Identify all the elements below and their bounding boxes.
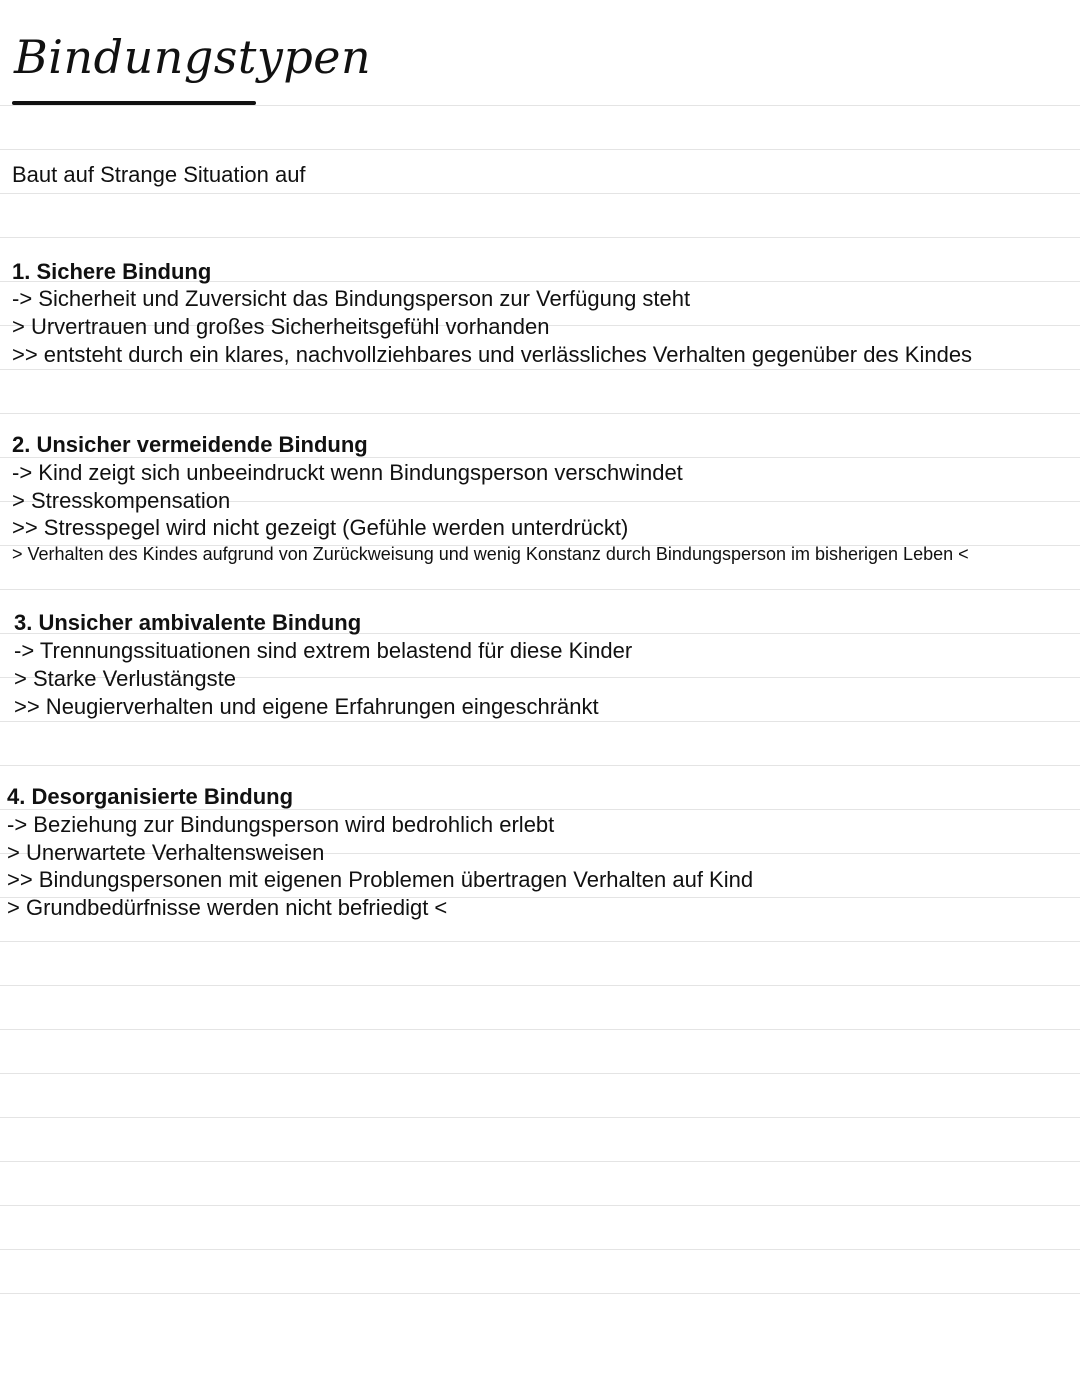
ruled-line [0,765,1080,766]
section-4-line-3: >> Bindungspersonen mit eigenen Problemen übertragen Verhalten auf Kind [7,867,754,892]
intro-text: Baut auf Strange Situation auf [12,162,306,187]
ruled-line [0,1117,1080,1118]
ruled-line [0,193,1080,194]
section-1-line-1: -> Sicherheit und Zuversicht das Bindungsperson zur Verfügung steht [12,286,691,311]
ruled-line [0,149,1080,150]
section-1-line-3: >> entsteht durch ein klares, nachvollziehbares und verlässliches Verhalten gegenüber des Kindes [12,342,973,367]
section-2-line-2: > Stresskompensation [12,488,231,513]
ruled-line [0,1293,1080,1294]
ruled-line [0,985,1080,986]
ruled-line [0,369,1080,370]
section-2-line-3: >> Stresspegel wird nicht gezeigt (Gefühle werden unterdrückt) [12,515,629,540]
section-3-line-1: -> Trennungssituationen sind extrem belastend für diese Kinder [14,638,633,663]
section-4-heading: 4. Desorganisierte Bindung [7,784,294,809]
section-1-heading: 1. Sichere Bindung [12,259,212,284]
ruled-line [0,237,1080,238]
ruled-line [0,1029,1080,1030]
section-4-line-4: > Grundbedürfnisse werden nicht befriedigt < [7,895,448,920]
section-3-line-3: >> Neugierverhalten und eigene Erfahrungen eingeschränkt [14,694,599,719]
ruled-line [0,1205,1080,1206]
title-underline [12,101,256,105]
section-1-line-2: > Urvertrauen und großes Sicherheitsgefühl vorhanden [12,314,550,339]
ruled-line [0,1073,1080,1074]
ruled-line [0,105,1080,106]
section-2-line-4: > Verhalten des Kindes aufgrund von Zurückweisung und wenig Konstanz durch Bindungsperson im bisherigen Leben < [12,544,969,564]
section-4-line-1: -> Beziehung zur Bindungsperson wird bedrohlich erlebt [7,812,555,837]
section-2-heading: 2. Unsicher vermeidende Bindung [12,432,368,457]
ruled-line [0,721,1080,722]
section-3-line-2: > Starke Verlustängste [14,666,236,691]
page-title: Bindungstypen [14,30,372,84]
ruled-line [0,589,1080,590]
ruled-line [0,413,1080,414]
ruled-line [0,1249,1080,1250]
section-3-heading: 3. Unsicher ambivalente Bindung [14,610,362,635]
ruled-line [0,1161,1080,1162]
section-4-line-2: > Unerwartete Verhaltensweisen [7,840,325,865]
ruled-line [0,941,1080,942]
section-2-line-1: -> Kind zeigt sich unbeeindruckt wenn Bindungsperson verschwindet [12,460,683,485]
